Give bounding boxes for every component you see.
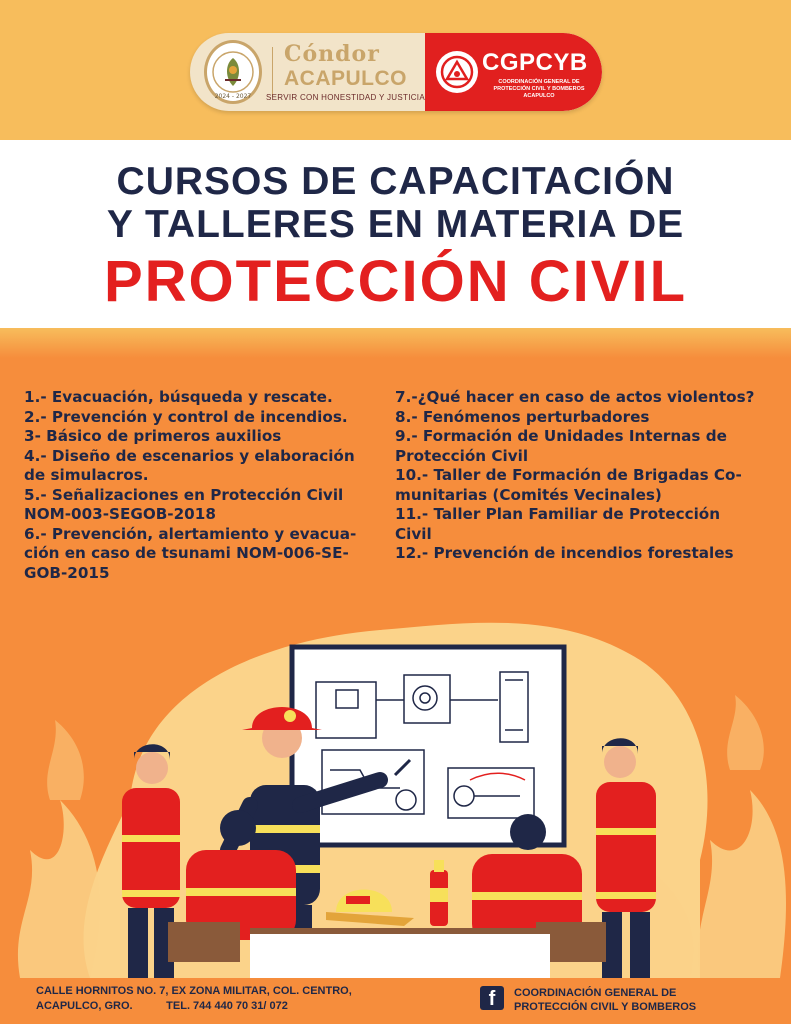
- script-logo: Cóndor: [284, 41, 380, 67]
- footer-address: [36, 984, 352, 1014]
- table: [250, 932, 550, 978]
- org-short-name: CGPCYB: [482, 49, 588, 76]
- facebook-icon[interactable]: f: [480, 986, 504, 1010]
- course-item: 11.- Taller Plan Familiar de Protección Civil: [395, 505, 721, 543]
- course-item: 5.- Señalizaciones en Protección Civil NOM-003-SEGOB-2018: [24, 485, 344, 523]
- course-item: 12.- Prevención de incendios forestales: [395, 544, 734, 562]
- title-line-1: CURSOS DE CAPACITACIÓN: [116, 160, 675, 203]
- address-line-1: CALLE HORNITOS NO. 7, EX ZONA MILITAR, COL. CENTRO,: [36, 985, 352, 997]
- course-item: 2.- Prevención y control de incendios.: [24, 407, 348, 426]
- course-item: 6.- Prevención, alertamiento y evacua- ción en caso de tsunami NOM-006-SE- GOB-2015: [24, 524, 357, 582]
- firefighter-training-illustration: [0, 600, 791, 978]
- logo-divider: [272, 47, 273, 97]
- course-item: 9.- Formación de Unidades Internas de Protección Civil: [395, 427, 727, 465]
- course-item: 4.- Diseño de escenarios y elaboración de simulacros.: [24, 446, 355, 484]
- logo-pill: [190, 33, 602, 111]
- address-line-2: ACAPULCO, GRO. TEL. 744 440 70 31/ 072: [36, 1000, 288, 1012]
- course-item: 3- Básico de primeros auxilios: [24, 427, 282, 445]
- org-full-name: COORDINACIÓN GENERAL DE PROTECCIÓN CIVIL Y BOMBEROS ACAPULCO: [493, 79, 585, 99]
- org-line-1: COORDINACIÓN GENERAL DE: [514, 987, 677, 999]
- course-list-right: [395, 388, 785, 564]
- civil-protection-emblem-icon: [436, 51, 478, 93]
- tagline: SERVIR CON HONESTIDAD Y JUSTICIA: [266, 93, 425, 102]
- course-item: 1.- Evacuación, búsqueda y rescate.: [24, 388, 333, 406]
- course-item: 10.- Taller de Formación de Brigadas Co- munitarias (Comités Vecinales): [395, 466, 742, 504]
- seal-years: 2024 - 2027: [214, 93, 252, 100]
- org-line-2: PROTECCIÓN CIVIL Y BOMBEROS: [514, 1001, 697, 1013]
- course-item: 7.-¿Qué hacer en caso de actos violentos?: [395, 388, 755, 406]
- divider-band: [0, 328, 791, 358]
- city-name: ACAPULCO: [284, 67, 407, 90]
- title-line-2: Y TALLERES EN MATERIA DE: [106, 203, 685, 246]
- course-item: 8.- Fenómenos perturbadores: [395, 407, 650, 426]
- title-highlight: PROTECCIÓN CIVIL: [103, 249, 688, 314]
- footer-org: [514, 986, 696, 1014]
- course-list-left: [24, 388, 384, 583]
